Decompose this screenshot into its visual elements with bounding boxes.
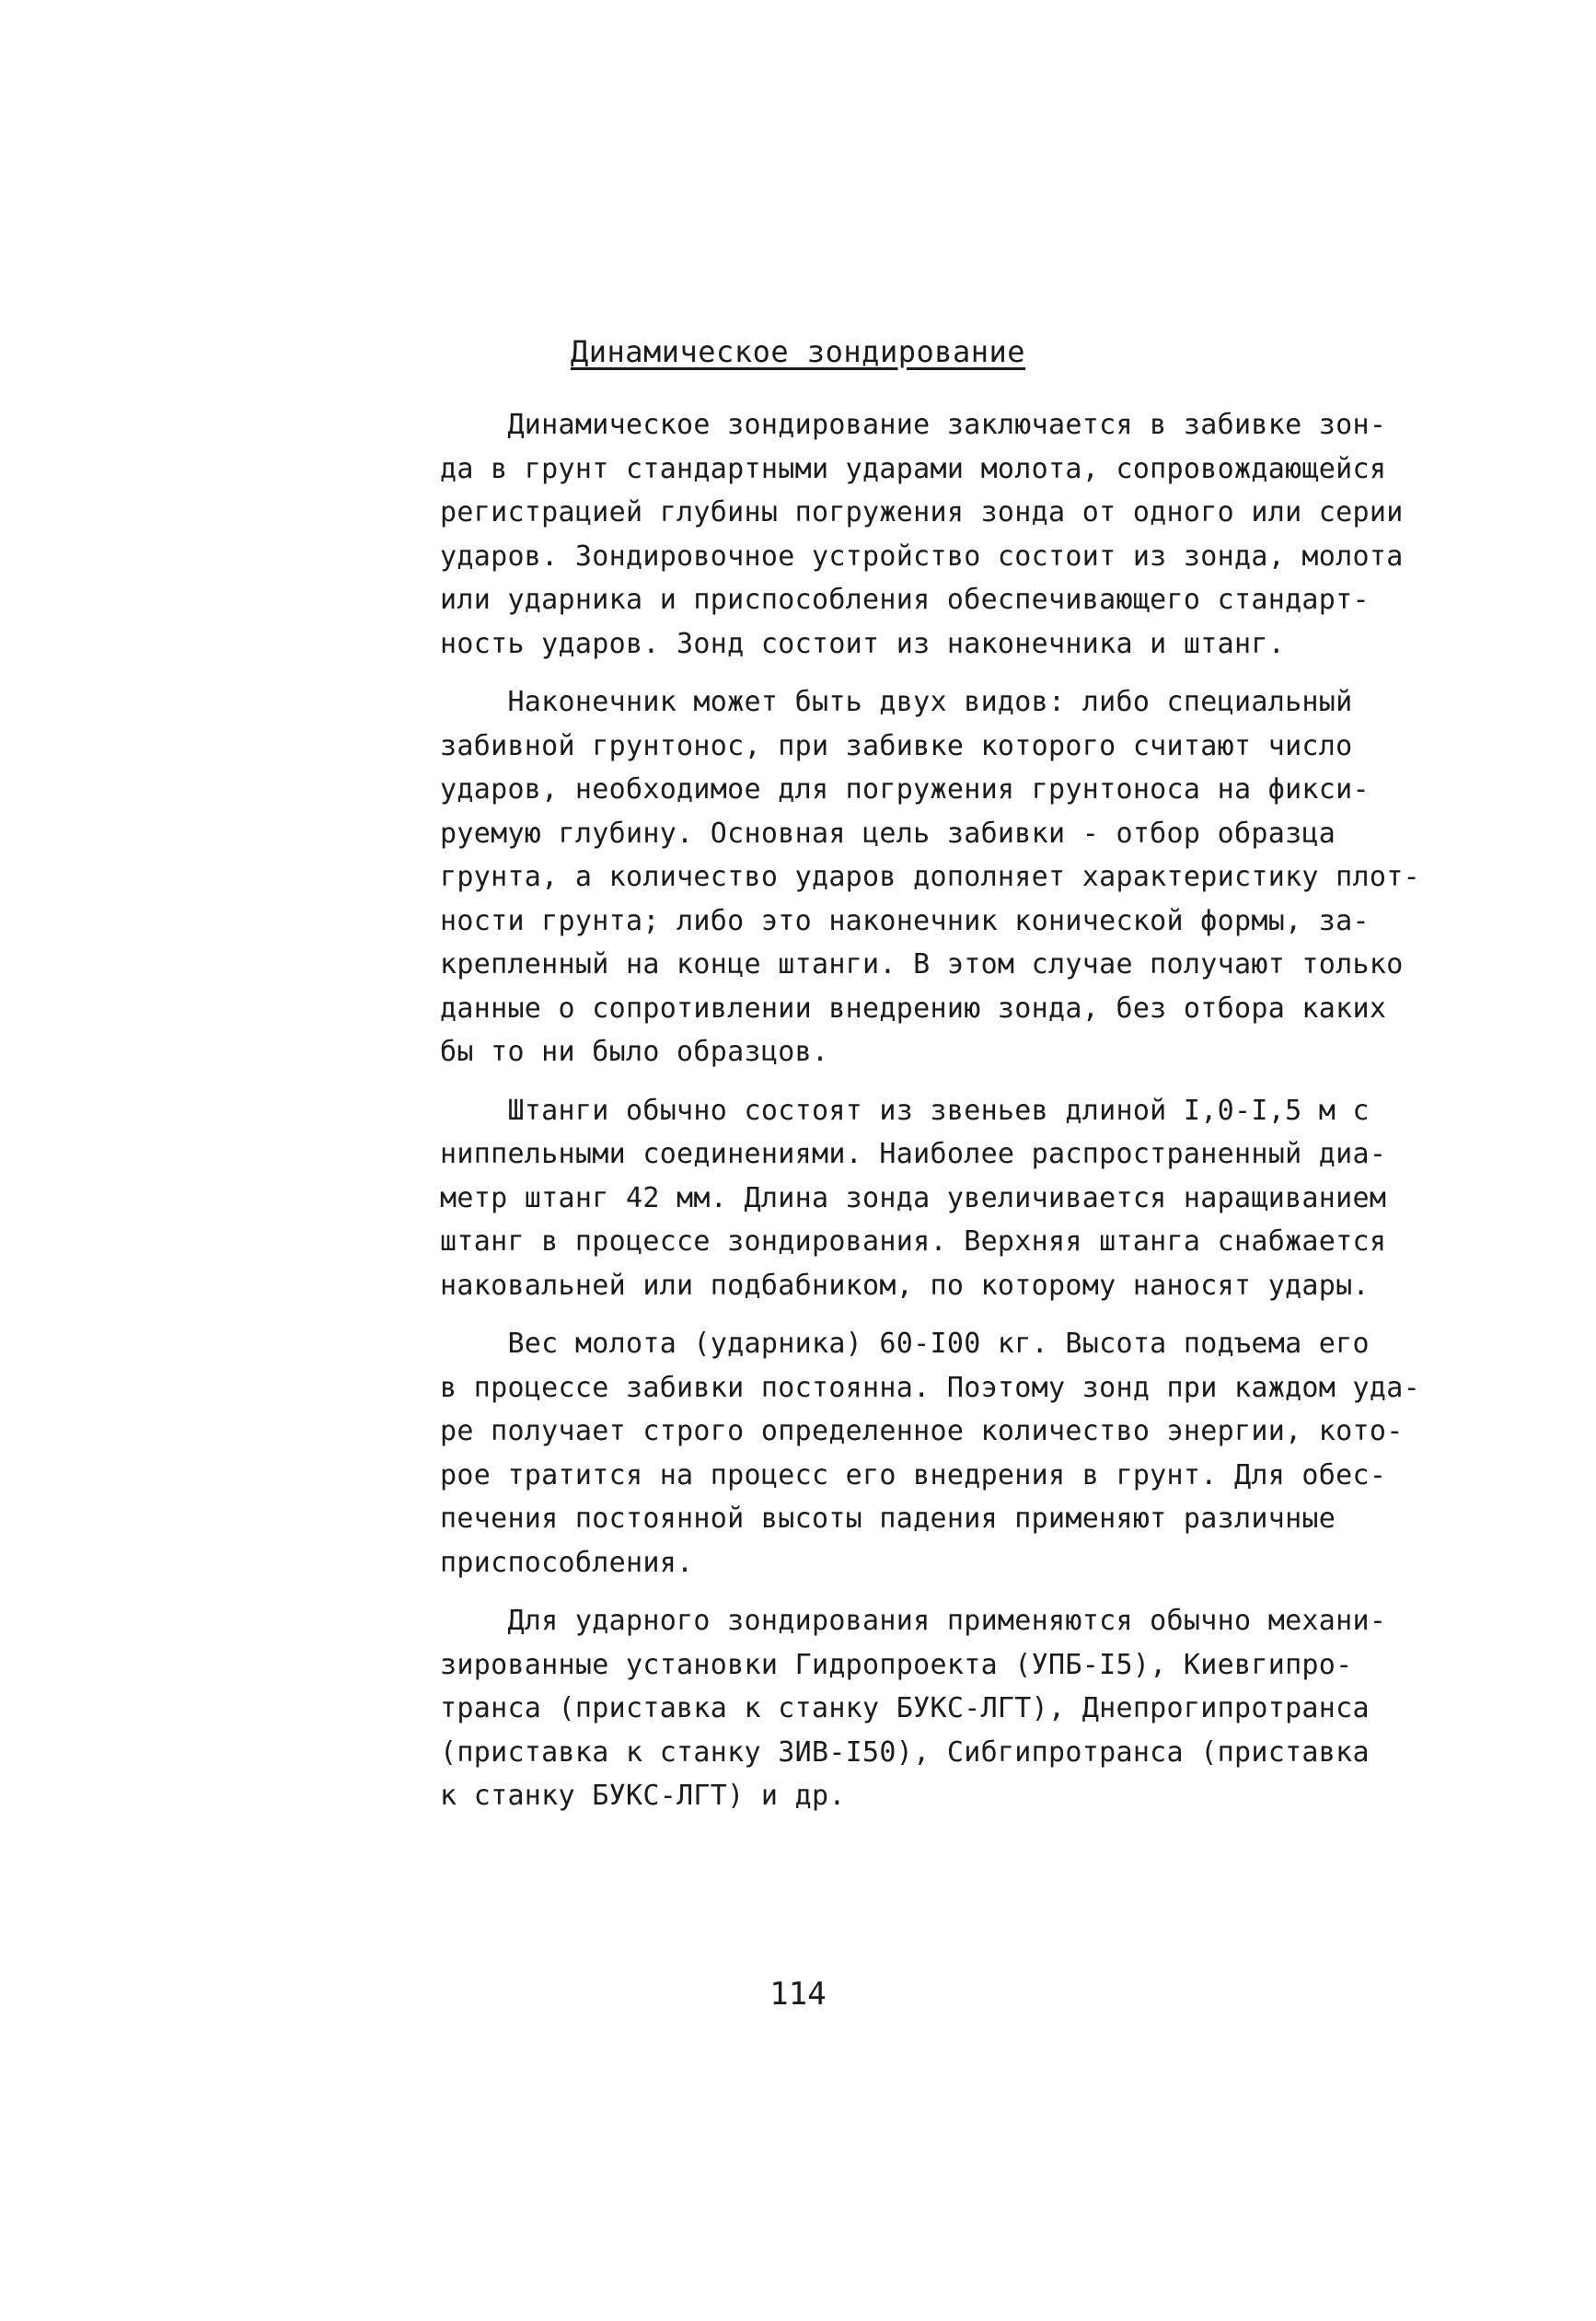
page-number: 114 — [769, 1976, 827, 2013]
section-title: Динамическое зондирование — [570, 334, 1026, 369]
paragraph-4: Вес молота (ударника) 60-I00 кг. Высота подъема его в процессе забивки постоянна. Поэтому зонд при каждом уда- ре получает строго определенное количество энергии, кото- рое тратится на процесс его внедрения в грунт. Для обес- печения постоянной высоты падения применяют различные приспособления. — [440, 1328, 1420, 1579]
paragraph-2: Наконечник может быть двух видов: либо специальный забивной грунтонос, при забивке которого считают число ударов, необходимое для погружения грунтоноса на фикси- руемую глубину. Основная цель забивки - отбор образца грунта, а количество ударов дополняет характеристику плот- ности грунта; либо это наконечник конической формы, за- крепленный на конце штанги. В этом случае получают только данные о сопротивлении внедрению зонда, без отбора каких бы то ни было образцов. — [440, 686, 1420, 1068]
paragraph-3: Штанги обычно состоят из звеньев длиной I,0-I,5 м с ниппельными соединениями. Наиболее распространенный диа- метр штанг 42 мм. Длина зонда увеличивается наращиванием штанг в процессе зондирования. Верхняя штанга снабжается наковальней или подбабником, по которому наносят удары. — [440, 1094, 1387, 1302]
paragraph-5: Для ударного зондирования применяются обычно механи- зированные установки Гидропроекта (УПБ-I5), Киевгипро- транса (приставка к станку БУКС-ЛГТ), Днепрогипротранса (приставка к станку ЗИВ-I50), Сибгипротранса (приставка к станку БУКС-ЛГТ) и др. — [440, 1605, 1387, 1812]
body-text — [440, 403, 1498, 1833]
paragraph-1: Динамическое зондирование заключается в забивке зон- да в грунт стандартными ударами молота, сопровождающейся регистрацией глубины погружения зонда от одного или серии ударов. Зондировочное устройство состоит из зонда, молота или ударника и приспособления обеспечивающего стандарт- ность ударов. Зонд состоит из наконечника и штанг. — [440, 409, 1404, 660]
